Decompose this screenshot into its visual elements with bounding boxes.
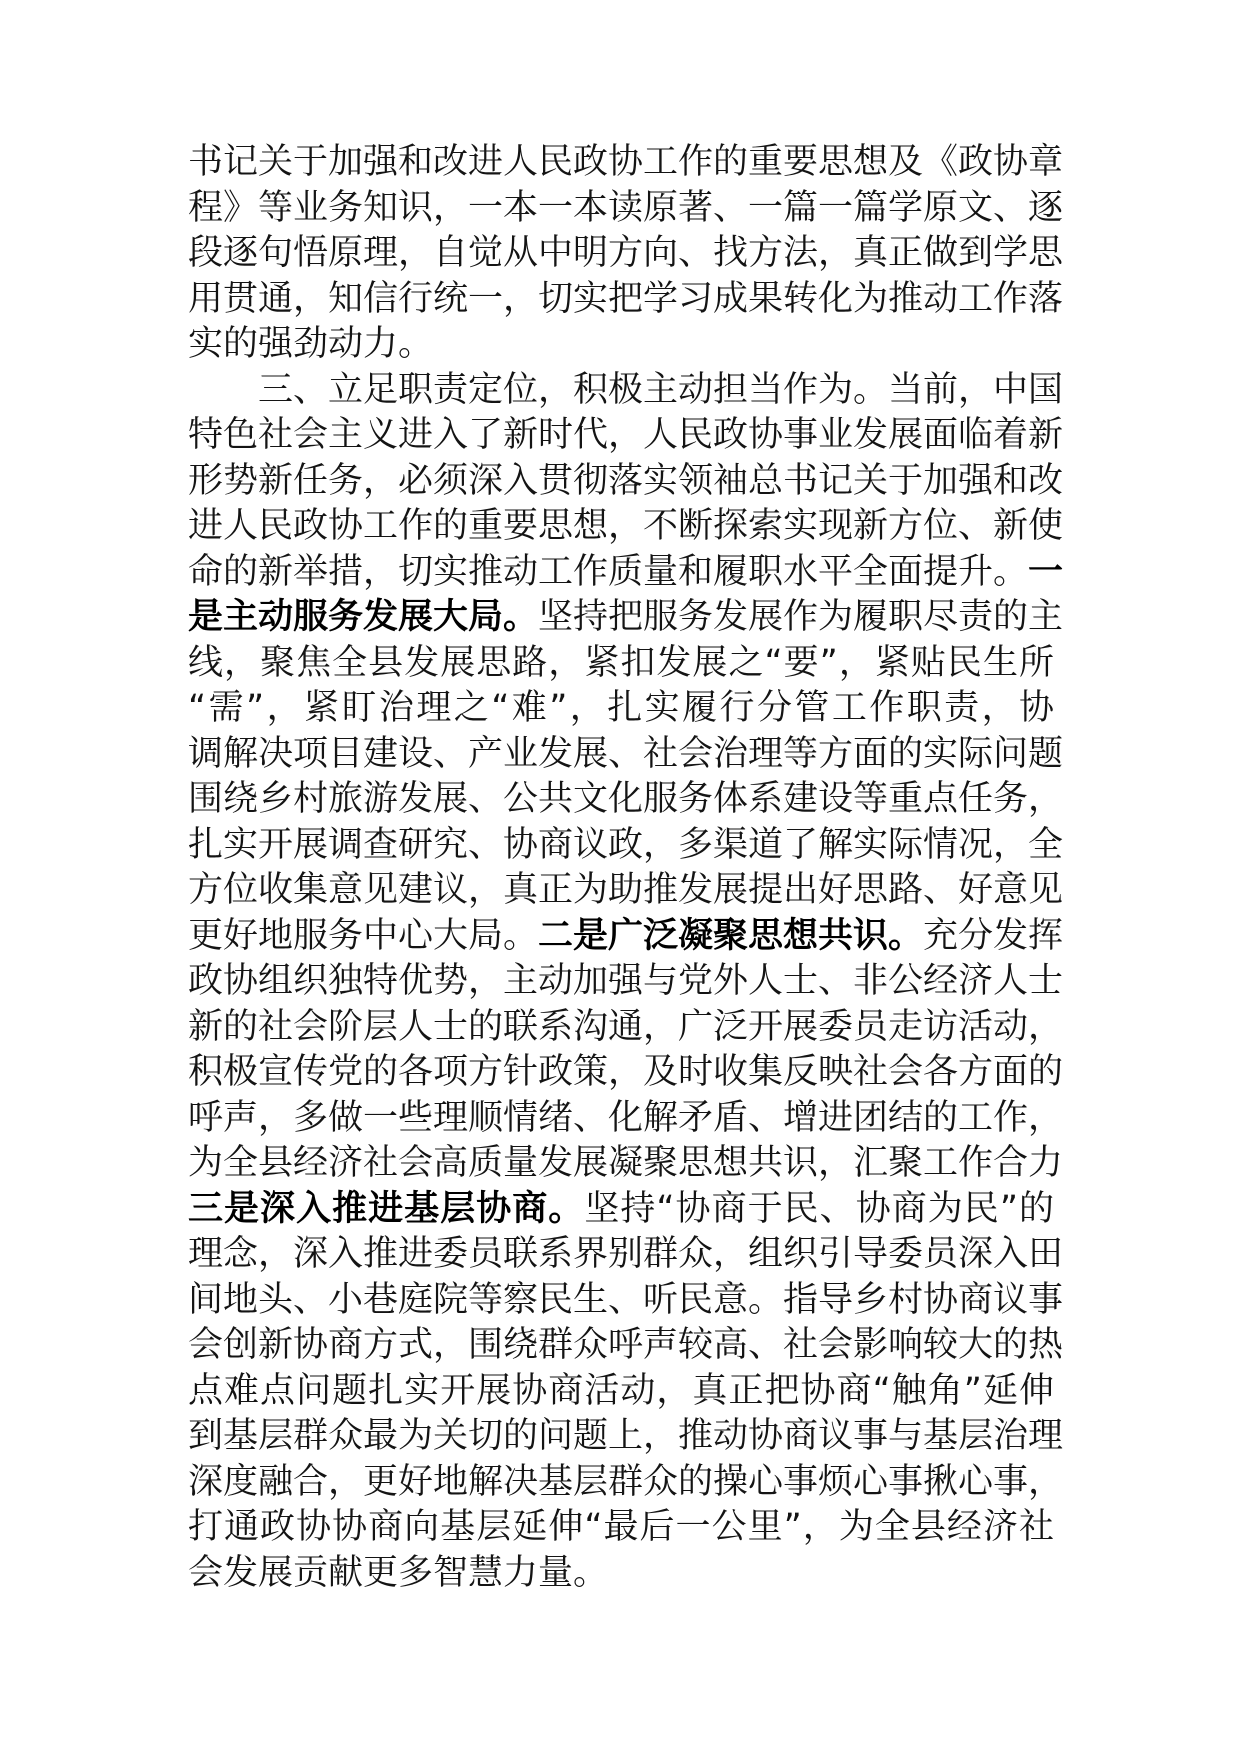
text-line xyxy=(188,413,1064,459)
text-segment: 充分发挥 xyxy=(923,915,1064,956)
text-line xyxy=(188,1005,1064,1051)
text-segment: 程》等业务知识，一本一本读原著、一篇一篇学原文、逐 xyxy=(188,187,1064,228)
text-line xyxy=(188,1278,1064,1324)
text-line xyxy=(188,1414,1064,1460)
text-line xyxy=(188,959,1064,1005)
text-line xyxy=(188,1323,1064,1369)
text-segment: 线，聚焦全县发展思路，紧扣发展之“要”，紧贴民生所 xyxy=(188,642,1054,683)
text-segment: 命的新举措，切实推动工作质量和履职水平全面提升。 xyxy=(188,551,1029,592)
text-line xyxy=(188,732,1064,778)
text-segment: 形势新任务，必须深入贯彻落实领袖总书记关于加强和改 xyxy=(188,460,1064,501)
bold-text-segment: 三是深入推进基层协商。 xyxy=(188,1188,585,1229)
text-segment: 围绕乡村旅游发展、公共文化服务体系建设等重点任务， xyxy=(188,779,1064,819)
text-segment: 间地头、小巷庭院等察民生、听民意。指导乡村协商议事 xyxy=(188,1279,1064,1320)
text-line xyxy=(188,1460,1064,1506)
text-line xyxy=(188,1141,1064,1187)
text-segment: “需”，紧盯治理之“难”，扎实履行分管工作职责，协 xyxy=(188,688,1054,728)
text-segment: 新的社会阶层人士的联系沟通，广泛开展委员走访活动， xyxy=(188,1006,1064,1047)
text-segment: 段逐句悟原理，自觉从中明方向、找方法，真正做到学思 xyxy=(188,233,1064,273)
text-line xyxy=(188,277,1064,323)
text-segment: 呼声，多做一些理顺情绪、化解矛盾、增进团结的工作， xyxy=(188,1097,1064,1138)
text-segment: 坚持“协商于民、协商为民”的 xyxy=(584,1188,1054,1229)
text-line xyxy=(188,1551,1054,1597)
paragraph-study-summary xyxy=(188,140,1064,368)
text-line xyxy=(188,368,1064,414)
text-segment: 会创新协商方式，围绕群众呼声较高、社会影响较大的热 xyxy=(188,1325,1064,1365)
text-line xyxy=(188,322,1054,368)
bold-text-segment: 一 xyxy=(1028,551,1064,592)
text-segment: 更好地服务中心大局。 xyxy=(188,915,539,956)
text-segment: 点难点问题扎实开展协商活动，真正把协商“触角”延伸 xyxy=(188,1370,1054,1411)
text-segment: 深度融合，更好地解决基层群众的操心事烦心事揪心事， xyxy=(188,1461,1064,1502)
text-line xyxy=(188,1505,1054,1551)
text-line xyxy=(188,686,1054,732)
text-segment: 积极宣传党的各项方针政策，及时收集反映社会各方面的 xyxy=(188,1052,1064,1092)
paragraph-section-three xyxy=(188,368,1064,1597)
text-line xyxy=(188,823,1064,869)
text-segment: 用贯通，知信行统一，切实把学习成果转化为推动工作落 xyxy=(188,278,1064,319)
text-segment: 调解决项目建设、产业发展、社会治理等方面的实际问题 xyxy=(188,733,1064,774)
text-line xyxy=(188,595,1064,641)
text-segment: 进人民政协工作的重要思想，不断探索实现新方位、新使 xyxy=(188,506,1064,546)
text-line xyxy=(188,504,1064,550)
text-line xyxy=(188,550,1064,596)
text-line xyxy=(188,231,1064,277)
text-segment: 特色社会主义进入了新时代，人民政协事业发展面临着新 xyxy=(188,415,1064,455)
text-line xyxy=(188,1369,1054,1415)
text-line xyxy=(188,459,1064,505)
text-segment: 政协组织独特优势，主动加强与党外人士、非公经济人士 xyxy=(188,961,1064,1001)
text-segment: 打通政协协商向基层延伸“最后一公里”，为全县经济社 xyxy=(188,1507,1054,1547)
text-line xyxy=(188,868,1064,914)
bold-text-segment: 是主动服务发展大局。 xyxy=(188,597,539,637)
text-line xyxy=(188,1050,1064,1096)
text-segment: 方位收集意见建议，真正为助推发展提出好思路、好意见 xyxy=(188,870,1064,910)
text-line xyxy=(188,1187,1054,1233)
text-segment: 为全县经济社会高质量发展凝聚思想共识，汇聚工作合力 xyxy=(188,1143,1064,1183)
text-line xyxy=(188,914,1064,960)
text-line xyxy=(188,186,1064,232)
text-line xyxy=(188,1096,1064,1142)
text-line xyxy=(188,641,1054,687)
text-segment: 会发展贡献更多智慧力量。 xyxy=(188,1552,609,1593)
document-body xyxy=(188,140,1064,1596)
text-segment: 到基层群众最为关切的问题上，推动协商议事与基层治理 xyxy=(188,1416,1064,1456)
text-line xyxy=(188,140,1064,186)
text-segment: 扎实开展调查研究、协商议政，多渠道了解实际情况，全 xyxy=(188,824,1064,865)
text-segment: 理念，深入推进委员联系界别群众，组织引导委员深入田 xyxy=(188,1234,1064,1274)
text-segment: 书记关于加强和改进人民政协工作的重要思想及《政协章 xyxy=(188,142,1064,182)
text-line xyxy=(188,777,1064,823)
text-segment: 坚持把服务发展作为履职尽责的主 xyxy=(538,597,1064,637)
bold-text-segment: 二是广泛凝聚思想共识。 xyxy=(538,915,924,956)
text-segment: 三、立足职责定位，积极主动担当作为。当前，中国 xyxy=(258,369,1064,410)
text-line xyxy=(188,1232,1064,1278)
text-segment: 实的强劲动力。 xyxy=(188,324,434,364)
